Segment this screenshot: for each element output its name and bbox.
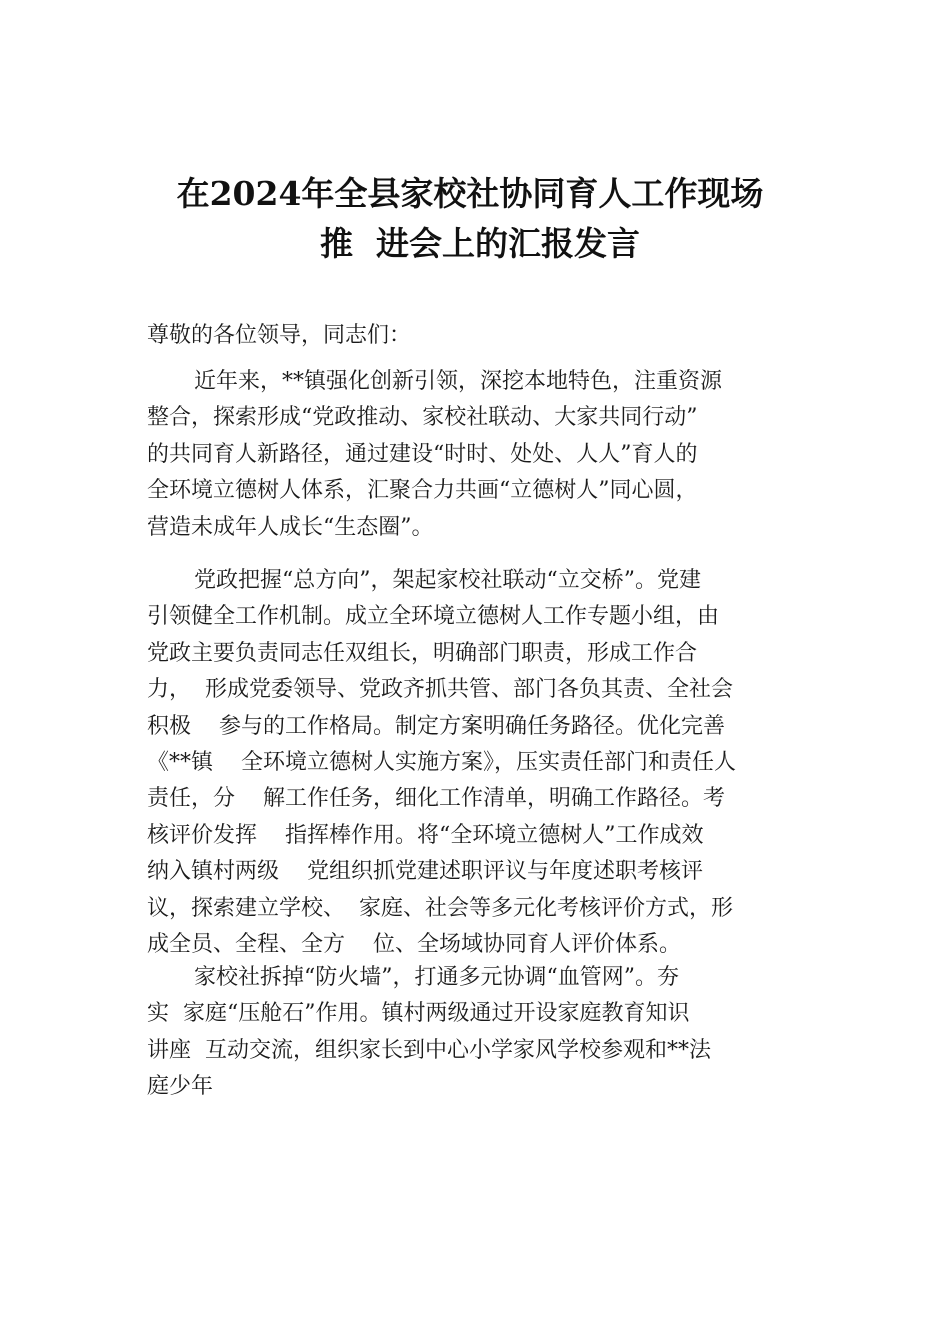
paragraph-line: 家校社拆掉“防火墙”，打通多元协调“血管网”。夯 — [194, 965, 679, 990]
paragraph-line: 实 家庭“压舱石”作用。镇村两级通过开设家庭教育知识 — [147, 1001, 690, 1027]
paragraph-line: 责任，分 解工作任务，细化工作清单，明确工作路径。考 — [147, 786, 725, 812]
paragraph-line: 核评价发挥 指挥棒作用。将“全环境立德树人”工作成效 — [147, 822, 704, 848]
paragraph-line: 引领健全工作机制。成立全环境立德树人工作专题小组，由 — [147, 604, 720, 630]
paragraph-2 — [147, 563, 837, 963]
paragraph-line: 讲座 互动交流，组织家长到中心小学家风学校参观和**法 — [147, 1037, 711, 1063]
paragraph-line: 力， 形成党委领导、党政齐抓共管、部门各负其责、全社会 — [147, 677, 733, 703]
paragraph-line: 庭少年 — [147, 1074, 214, 1100]
paragraph-line: 成全员、全程、全方 位、全场域协同育人评价体系。 — [147, 931, 681, 957]
paragraph-line: 近年来，**镇强化创新引领，深挖本地特色，注重资源 — [194, 369, 723, 394]
paragraph-line: 全环境立德树人体系，汇聚合力共画“立德树人”同心圆， — [147, 478, 698, 504]
document-title-line-1: 在2024年全县家校社协同育人工作现场 — [176, 174, 764, 213]
paragraph-1 — [147, 364, 837, 546]
paragraph-line: 党政主要负责同志任双组长，明确部门职责，形成工作合 — [147, 640, 698, 666]
paragraph-line: 《**镇 全环境立德树人实施方案》，压实责任部门和责任人 — [147, 749, 736, 775]
paragraph-line: 的共同育人新路径，通过建设“时时、处处、人人”育人的 — [147, 441, 698, 467]
document-title-line-2: 推 进会上的汇报发言 — [320, 224, 640, 263]
paragraph-line: 纳入镇村两级 党组织抓党建述职评议与年度述职考核评 — [147, 859, 703, 885]
salutation: 尊敬的各位领导，同志们： — [147, 323, 412, 348]
paragraph-line: 整合，探索形成“党政推动、家校社联动、大家共同行动” — [147, 405, 698, 431]
paragraph-3 — [147, 960, 837, 1106]
paragraph-line: 议，探索建立学校、 家庭、社会等多元化考核评价方式，形 — [147, 895, 733, 921]
paragraph-line: 营造未成年人成长“生态圈”。 — [147, 514, 434, 540]
paragraph-line: 积极 参与的工作格局。制定方案明确任务路径。优化完善 — [147, 713, 725, 739]
paragraph-line: 党政把握“总方向”，架起家校社联动“立交桥”。党建 — [194, 568, 701, 593]
